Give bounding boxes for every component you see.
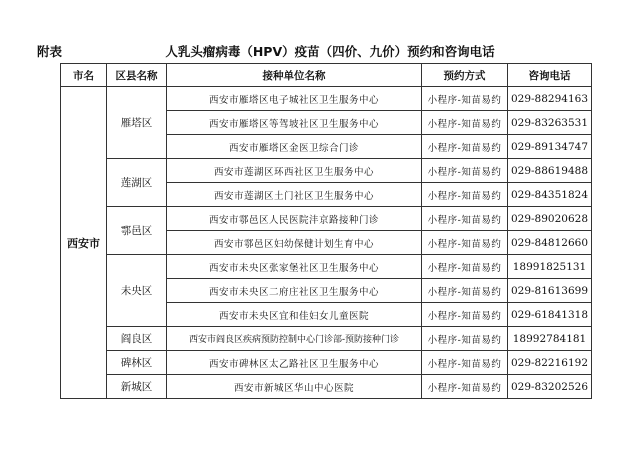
table-row <box>61 207 592 231</box>
unit-cell: 西安市未央区张家堡社区卫生服务中心 <box>167 255 422 279</box>
district-cell: 雁塔区 <box>107 87 167 159</box>
method-cell: 小程序-知苗易约 <box>422 207 508 231</box>
method-cell: 小程序-知苗易约 <box>422 279 508 303</box>
phone-cell: 18991825131 <box>508 255 592 279</box>
method-cell: 小程序-知苗易约 <box>422 135 508 159</box>
phone-cell: 029-88619488 <box>508 159 592 183</box>
unit-cell: 西安市未央区宜和佳妇女儿童医院 <box>167 303 422 327</box>
method-cell: 小程序-知苗易约 <box>422 231 508 255</box>
header-city: 市名 <box>61 64 107 87</box>
city-cell: 西安市 <box>61 87 107 399</box>
phone-cell: 029-61841318 <box>508 303 592 327</box>
table-row <box>61 159 592 183</box>
unit-cell: 西安市雁塔区金医卫综合门诊 <box>167 135 422 159</box>
phone-cell: 029-88294163 <box>508 87 592 111</box>
unit-cell: 西安市碑林区太乙路社区卫生服务中心 <box>167 351 422 375</box>
page-title: 人乳头瘤病毒（HPV）疫苗（四价、九价）预约和咨询电话 <box>165 44 495 59</box>
header-phone: 咨询电话 <box>508 64 592 87</box>
header-method: 预约方式 <box>422 64 508 87</box>
table-header-row <box>61 64 592 87</box>
table-row <box>61 255 592 279</box>
district-cell: 莲湖区 <box>107 159 167 207</box>
unit-cell: 西安市鄠邑区人民医院沣京路接种门诊 <box>167 207 422 231</box>
district-cell: 鄠邑区 <box>107 207 167 255</box>
phone-cell: 029-81613699 <box>508 279 592 303</box>
unit-cell: 西安市鄠邑区妇幼保健计划生育中心 <box>167 231 422 255</box>
unit-cell: 西安市雁塔区电子城社区卫生服务中心 <box>167 87 422 111</box>
phone-cell: 029-83263531 <box>508 111 592 135</box>
header-unit: 接种单位名称 <box>167 64 422 87</box>
district-cell: 阎良区 <box>107 327 167 351</box>
method-cell: 小程序-知苗易约 <box>422 111 508 135</box>
annex-label: 附表 <box>37 44 63 59</box>
district-cell: 未央区 <box>107 255 167 327</box>
table-row <box>61 375 592 399</box>
unit-cell: 西安市未央区二府庄社区卫生服务中心 <box>167 279 422 303</box>
phone-cell: 029-84812660 <box>508 231 592 255</box>
phone-cell: 029-84351824 <box>508 183 592 207</box>
method-cell: 小程序-知苗易约 <box>422 351 508 375</box>
method-cell: 小程序-知苗易约 <box>422 159 508 183</box>
method-cell: 小程序-知苗易约 <box>422 87 508 111</box>
table-row <box>61 327 592 351</box>
phone-cell: 18992784181 <box>508 327 592 351</box>
unit-cell: 西安市莲湖区土门社区卫生服务中心 <box>167 183 422 207</box>
unit-cell: 西安市新城区华山中心医院 <box>167 375 422 399</box>
header-district: 区县名称 <box>107 64 167 87</box>
district-cell: 碑林区 <box>107 351 167 375</box>
method-cell: 小程序-知苗易约 <box>422 183 508 207</box>
method-cell: 小程序-知苗易约 <box>422 303 508 327</box>
table-row <box>61 87 592 111</box>
phone-cell: 029-89134747 <box>508 135 592 159</box>
table-row <box>61 351 592 375</box>
phone-cell: 029-82216192 <box>508 351 592 375</box>
phone-cell: 029-83202526 <box>508 375 592 399</box>
unit-cell: 西安市雁塔区等驾坡社区卫生服务中心 <box>167 111 422 135</box>
hpv-appointment-table <box>60 63 592 399</box>
method-cell: 小程序-知苗易约 <box>422 255 508 279</box>
phone-cell: 029-89020628 <box>508 207 592 231</box>
method-cell: 小程序-知苗易约 <box>422 375 508 399</box>
method-cell: 小程序-知苗易约 <box>422 327 508 351</box>
unit-cell: 西安市阎良区疾病预防控制中心门诊部-预防接种门诊 <box>167 327 422 351</box>
unit-cell: 西安市莲湖区环西社区卫生服务中心 <box>167 159 422 183</box>
district-cell: 新城区 <box>107 375 167 399</box>
